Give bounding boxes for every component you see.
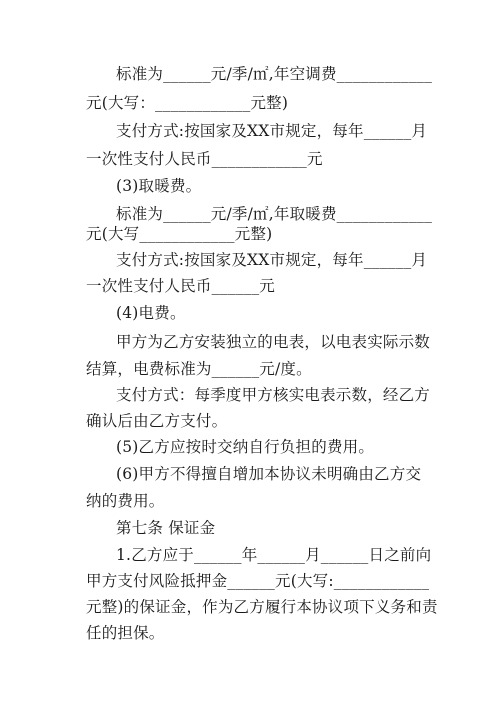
- text-line-13: 支付方式：每季度甲方核实电表示数，经乙方: [116, 386, 431, 404]
- text-line-2: 元(大写：____________元整): [86, 94, 289, 112]
- text-line-9: 一次性支付人民币______元: [86, 277, 276, 295]
- text-line-6: 标准为______元/季/㎡,年取暖费____________: [116, 205, 433, 223]
- text-line-15: (5)乙方应按时交纳自行负担的费用。: [116, 438, 375, 456]
- text-line-12: 结算，电费标准为______元/度。: [86, 360, 312, 378]
- text-line-16: (6)甲方不得擅自增加本协议未明确由乙方交: [116, 465, 422, 483]
- text-line-7: 元(大写____________元整): [86, 225, 273, 243]
- text-line-11: 甲方为乙方安装独立的电表，以电表实际示数: [116, 333, 431, 351]
- text-line-19: 1.乙方应于______年______月______日之前向: [116, 546, 432, 564]
- text-line-17: 纳的费用。: [86, 492, 165, 510]
- text-line-10: (4)电费。: [116, 304, 186, 322]
- text-line-1: 标准为______元/季/㎡,年空调费____________: [116, 65, 433, 83]
- section-heading: 第七条 保证金: [116, 519, 216, 537]
- text-line-21: 元整)的保证金，作为乙方履行本协议项下义务和责: [86, 598, 438, 616]
- text-line-14: 确认后由乙方支付。: [86, 412, 228, 430]
- text-line-22: 任的担保。: [86, 624, 165, 642]
- text-line-8: 支付方式:按国家及XX市规定，每年______月: [116, 251, 428, 269]
- text-line-3: 支付方式:按国家及XX市规定，每年______月: [116, 122, 428, 140]
- text-line-20: 甲方支付风险抵押金______元(大写:____________: [86, 572, 430, 590]
- text-line-4: 一次性支付人民币____________元: [86, 150, 323, 168]
- text-line-5: (3)取暖费。: [116, 177, 202, 195]
